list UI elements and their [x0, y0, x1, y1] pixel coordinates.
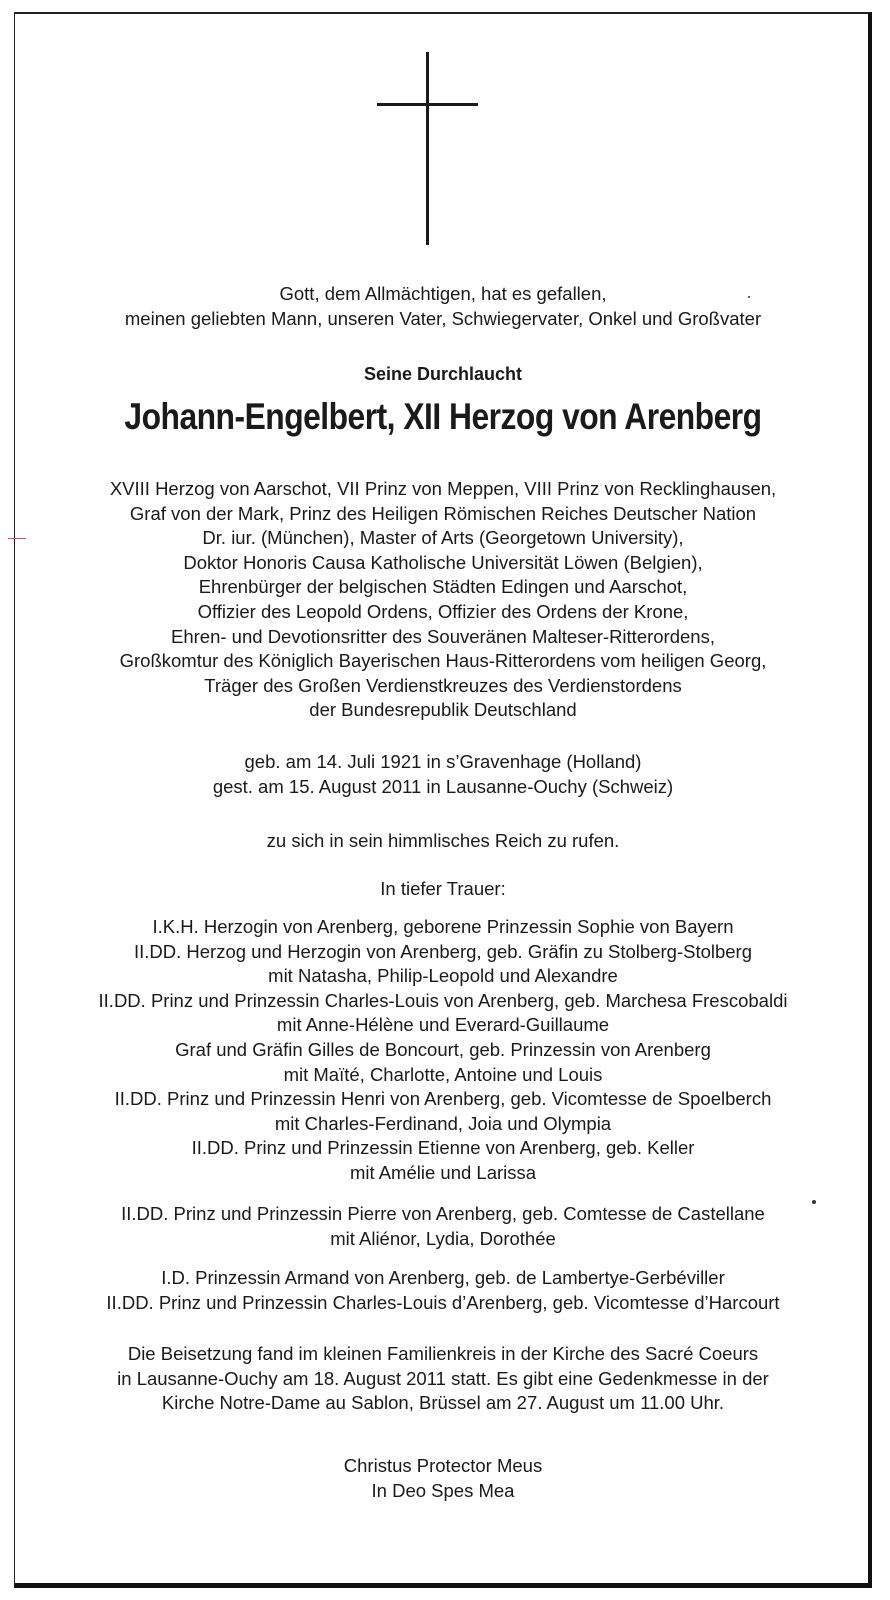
death-date: gest. am 15. August 2011 in Lausanne-Ouchy (Schweiz)	[212, 775, 674, 797]
mourner-line: mit Anne-Hélène und Everard-Guillaume	[276, 1014, 610, 1036]
mourners-group-2	[14, 1202, 872, 1251]
intro-line: meinen geliebten Mann, unseren Vater, Schwiegervater, Onkel und Großvater	[124, 307, 762, 329]
calling-text	[14, 829, 872, 854]
title-line: Dr. iur. (München), Master of Arts (Georgetown University),	[202, 527, 684, 549]
title-line: Doktor Honoris Causa Katholische Universität Löwen (Belgien),	[183, 551, 703, 573]
birth-date: geb. am 14. Juli 1921 in s’Gravenhage (Holland)	[244, 751, 642, 772]
funeral-info	[14, 1342, 872, 1416]
mourning-heading-text: In tiefer Trauer:	[380, 878, 506, 899]
mourner-line: Graf und Gräfin Gilles de Boncourt, geb. Prinzessin von Arenberg	[175, 1038, 711, 1060]
mourner-line: mit Natasha, Philip-Leopold und Alexandre	[268, 965, 618, 987]
mourners-group-1	[14, 915, 872, 1186]
honorific	[14, 362, 872, 387]
honorific-text: Seine Durchlaucht	[363, 364, 523, 384]
funeral-line: Kirche Notre-Dame au Sablon, Brüssel am 27. August um 11.00 Uhr.	[161, 1392, 725, 1414]
title-line: Ehrenbürger der belgischen Städten Edingen und Aarschot,	[198, 576, 688, 598]
motto-line: In Deo Spes Mea	[371, 1479, 515, 1501]
calling-line: zu sich in sein himmlisches Reich zu rufen.	[266, 830, 620, 851]
mourner-line: II.DD. Prinz und Prinzessin Etienne von Arenberg, geb. Keller	[191, 1137, 695, 1159]
intro-text	[14, 282, 872, 331]
intro-line: Gott, dem Allmächtigen, hat es gefallen,	[279, 283, 607, 304]
mourner-line: mit Aliénor, Lydia, Dorothée	[330, 1227, 556, 1249]
mourners-group-3	[14, 1266, 872, 1315]
title-line: der Bundesrepublik Deutschland	[309, 699, 577, 721]
mourner-line: I.D. Prinzessin Armand von Arenberg, geb. de Lambertye-Gerbéviller	[161, 1267, 725, 1288]
title-line: Ehren- und Devotionsritter des Souveränen Malteser-Ritterordens,	[171, 625, 715, 647]
mourner-line: II.DD. Prinz und Prinzessin Henri von Arenberg, geb. Vicomtesse de Spoelberch	[114, 1088, 772, 1110]
deceased-name: Johann-Engelbert, XII Herzog von Arenberg	[124, 396, 762, 437]
motto-line: Christus Protector Meus	[343, 1455, 543, 1476]
mourner-line: mit Amélie und Larissa	[349, 1161, 537, 1183]
cross-icon	[426, 52, 429, 245]
title-line: Großkomtur des Königlich Bayerischen Haus-Ritterordens vom heiligen Georg,	[119, 650, 767, 672]
funeral-line: Die Beisetzung fand im kleinen Familienkreis in der Kirche des Sacré Coeurs	[127, 1343, 759, 1364]
titles-block	[14, 477, 872, 723]
mourner-line: II.DD. Prinz und Prinzessin Pierre von Arenberg, geb. Comtesse de Castellane	[121, 1203, 765, 1224]
mourning-heading	[14, 877, 872, 902]
title-line: Graf von der Mark, Prinz des Heiligen Römischen Reiches Deutscher Nation	[129, 502, 757, 524]
mourner-line: I.K.H. Herzogin von Arenberg, geborene Prinzessin Sophie von Bayern	[152, 916, 734, 937]
mourner-line: II.DD. Herzog und Herzogin von Arenberg, geb. Gräfin zu Stolberg-Stolberg	[133, 940, 753, 962]
cross-icon-bar	[377, 103, 478, 106]
mourner-line: II.DD. Prinz und Prinzessin Charles-Louis d’Arenberg, geb. Vicomtesse d’Harcourt	[106, 1291, 780, 1313]
mourner-line: mit Maïté, Charlotte, Antoine und Louis	[283, 1063, 603, 1085]
title-line: XVIII Herzog von Aarschot, VII Prinz von Meppen, VIII Prinz von Recklinghausen,	[109, 478, 777, 499]
title-line: Offizier des Leopold Ordens, Offizier des Ordens der Krone,	[197, 600, 689, 622]
mourner-line: II.DD. Prinz und Prinzessin Charles-Louis von Arenberg, geb. Marchesa Frescobaldi	[98, 989, 788, 1011]
funeral-line: in Lausanne-Ouchy am 18. August 2011 statt. Es gibt eine Gedenkmesse in der	[117, 1367, 769, 1389]
dates-block	[14, 750, 872, 799]
title-line: Träger des Großen Verdienstkreuzes des Verdienstordens	[204, 674, 682, 696]
motto-block	[14, 1454, 872, 1503]
mourner-line: mit Charles-Ferdinand, Joia und Olympia	[274, 1112, 612, 1134]
